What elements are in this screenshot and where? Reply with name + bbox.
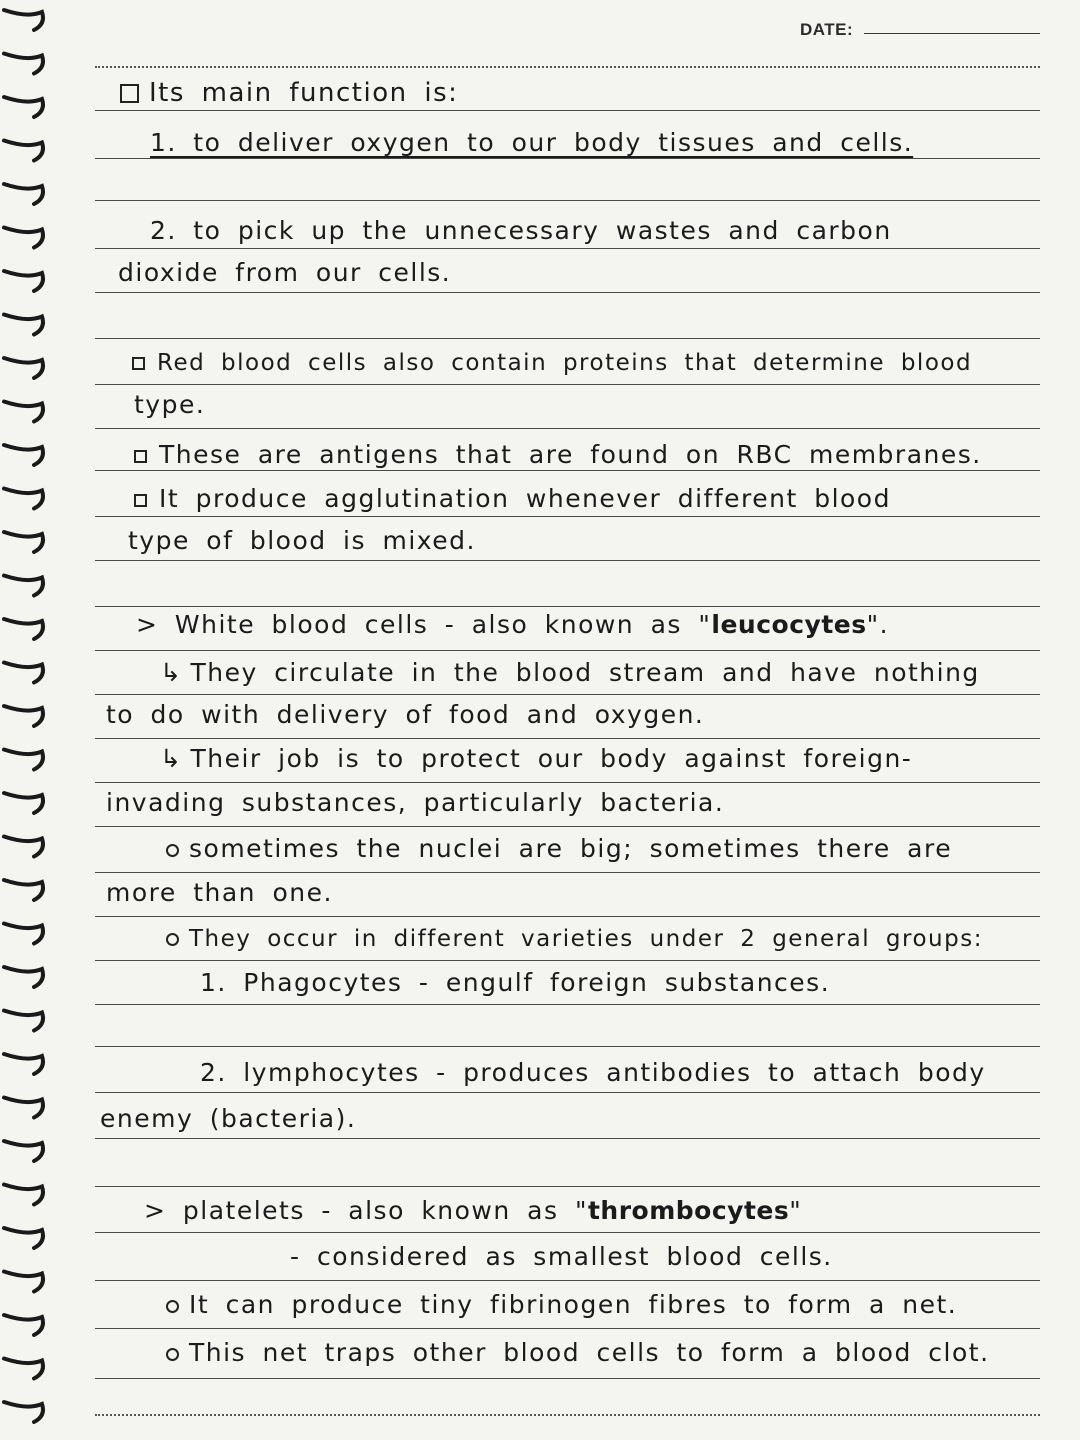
note-line-23: It can produce tiny fibrinogen fibres to form a net. <box>166 1290 957 1320</box>
note-line-13: ↳ Their job is to protect our body against foreign- <box>160 744 913 773</box>
ruled-line <box>95 694 1040 695</box>
spiral-coil-icon <box>4 532 43 552</box>
ruled-line <box>95 960 1040 961</box>
ruled-line <box>95 158 1040 159</box>
spiral-coil-icon <box>4 880 43 900</box>
date-label: DATE: <box>800 20 854 39</box>
spiral-coil-icon <box>4 54 43 74</box>
ruled-line <box>95 470 1040 471</box>
ruled-line <box>95 1138 1040 1139</box>
ruled-line <box>95 1186 1040 1187</box>
checkbox-icon <box>120 84 139 103</box>
spiral-coil-icon <box>4 793 43 813</box>
ruled-line <box>95 428 1040 429</box>
ruled-line <box>95 1004 1040 1005</box>
spiral-coil-icon <box>4 10 43 30</box>
spiral-coil-icon <box>4 1185 43 1205</box>
note-line-17: They occur in different varieties under 2 general groups: <box>166 924 983 954</box>
ruled-line <box>95 826 1040 827</box>
spiral-coil-icon <box>4 1054 43 1074</box>
hollow-circle-icon <box>166 844 179 857</box>
note-line-3: 2. to pick up the unnecessary wastes and carbon <box>150 216 892 245</box>
note-line-10: > White blood cells - also known as "leucocytes". <box>136 610 890 639</box>
spiral-coil-icon <box>4 619 43 639</box>
ruled-line <box>95 560 1040 561</box>
hollow-square-icon <box>134 494 147 507</box>
spiral-coil-icon <box>4 750 43 770</box>
spiral-coil-icon <box>4 1011 43 1031</box>
spiral-coil-icon <box>4 706 43 726</box>
note-line-2: 1. to deliver oxygen to our body tissues and cells. <box>150 128 914 157</box>
top-dotted-margin <box>95 66 1040 68</box>
ruled-line <box>95 384 1040 385</box>
spiral-coil-icon <box>4 445 43 465</box>
spiral-coil-icon <box>4 924 43 944</box>
note-line-16: more than one. <box>106 878 333 907</box>
note-line-24: This net traps other blood cells to form a blood clot. <box>166 1338 990 1368</box>
note-line-5: Red blood cells also contain proteins that determine blood <box>132 348 972 378</box>
note-line-14: invading substances, particularly bacteria. <box>106 788 725 817</box>
note-line-15: sometimes the nuclei are big; sometimes there are <box>166 834 952 864</box>
note-line-20: enemy (bacteria). <box>100 1104 357 1133</box>
spiral-coil-icon <box>4 1141 43 1161</box>
ruled-line <box>95 738 1040 739</box>
ruled-line <box>95 516 1040 517</box>
ruled-line <box>95 248 1040 249</box>
note-line-18: 1. Phagocytes - engulf foreign substances. <box>200 968 831 997</box>
spiral-binding-icon <box>0 0 60 1440</box>
hollow-square-icon <box>132 357 145 370</box>
spiral-coil-icon <box>4 489 43 509</box>
spiral-coil-icon <box>4 141 43 161</box>
bottom-dotted-margin <box>95 1414 1040 1416</box>
ruled-line <box>95 916 1040 917</box>
spiral-coil-icon <box>4 228 43 248</box>
spiral-coil-icon <box>4 271 43 291</box>
spiral-coil-icon <box>4 837 43 857</box>
ruled-line <box>95 110 1040 111</box>
ruled-line <box>95 650 1040 651</box>
ruled-line <box>95 1232 1040 1233</box>
spiral-coil-icon <box>4 1359 43 1379</box>
spiral-coil-icon <box>4 1402 43 1422</box>
date-line <box>864 33 1040 34</box>
spiral-coil-icon <box>4 576 43 596</box>
ruled-line <box>95 782 1040 783</box>
note-line-8: It produce agglutination whenever different blood <box>134 484 891 514</box>
note-line-6: type. <box>134 390 206 419</box>
ruled-line <box>95 872 1040 873</box>
ruled-line <box>95 1046 1040 1047</box>
note-line-19: 2. lymphocytes - produces antibodies to attach body <box>200 1058 986 1087</box>
spiral-coil-icon <box>4 402 43 422</box>
note-line-12: to do with delivery of food and oxygen. <box>106 700 705 729</box>
spiral-coil-icon <box>4 1228 43 1248</box>
ruled-line <box>95 1092 1040 1093</box>
spiral-coil-icon <box>4 1272 43 1292</box>
note-line-9: type of blood is mixed. <box>128 526 476 555</box>
spiral-coil-icon <box>4 358 43 378</box>
ruled-line <box>95 606 1040 607</box>
note-line-1: Its main function is: <box>120 78 458 108</box>
ruled-line <box>95 1378 1040 1379</box>
note-line-22: - considered as smallest blood cells. <box>290 1242 833 1271</box>
note-line-11: ↳ They circulate in the blood stream and have nothing <box>160 658 980 687</box>
ruled-line <box>95 338 1040 339</box>
ruled-line <box>95 1280 1040 1281</box>
spiral-coil-icon <box>4 1315 43 1335</box>
spiral-coil-icon <box>4 97 43 117</box>
ruled-line <box>95 200 1040 201</box>
note-line-7: These are antigens that are found on RBC membranes. <box>134 440 982 470</box>
spiral-coil-icon <box>4 315 43 335</box>
hollow-square-icon <box>134 450 147 463</box>
arrow-bullet-icon: ↳ <box>160 744 183 773</box>
note-line-4: dioxide from our cells. <box>118 258 452 287</box>
hollow-circle-icon <box>166 933 179 946</box>
ruled-line <box>95 1328 1040 1329</box>
arrow-bullet-icon: ↳ <box>160 658 183 687</box>
note-line-21: > platelets - also known as "thrombocytes" <box>144 1196 803 1225</box>
hollow-circle-icon <box>166 1348 179 1361</box>
spiral-coil-icon <box>4 663 43 683</box>
spiral-coil-icon <box>4 967 43 987</box>
ruled-line <box>95 292 1040 293</box>
spiral-coil-icon <box>4 184 43 204</box>
spiral-coil-icon <box>4 1098 43 1118</box>
date-field <box>800 20 1040 44</box>
hollow-circle-icon <box>166 1300 179 1313</box>
